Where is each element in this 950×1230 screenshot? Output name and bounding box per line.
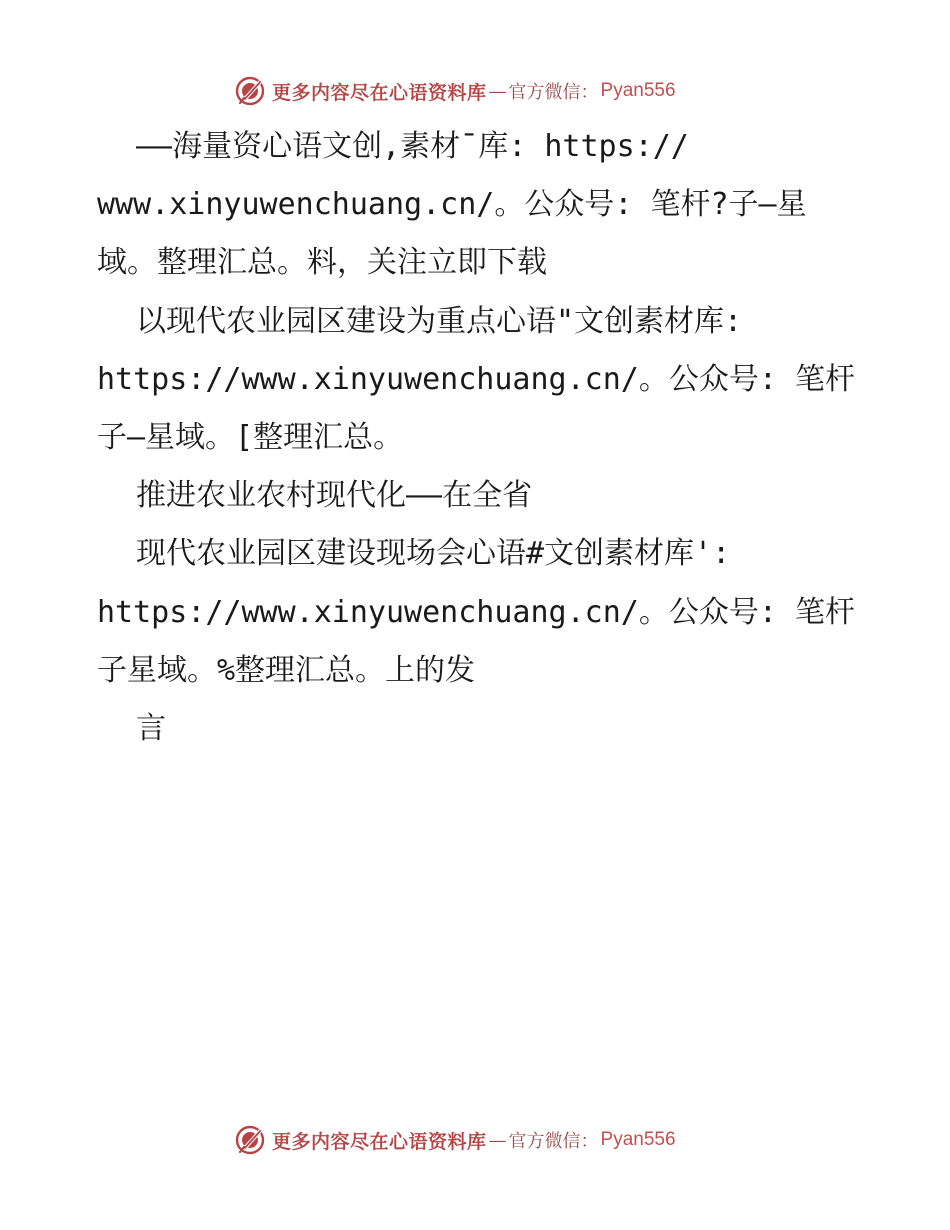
footer-banner-dash: — bbox=[488, 1129, 507, 1151]
header-banner-sub: 官方微信： bbox=[508, 82, 599, 103]
body-line: 子星域。%整理汇总。上的发 bbox=[97, 652, 476, 688]
body-line: 域。整理汇总。料，关注立即下载 bbox=[97, 245, 547, 281]
body-line: https://www.xinyuwenchuang.cn/。公众号: 笔杆 bbox=[97, 361, 855, 397]
footer-banner-title: 更多内容尽在心语资料库 bbox=[272, 1130, 487, 1153]
footer-banner bbox=[234, 1123, 714, 1157]
body-line: 现代农业园区建设现场会心语#文创素材库': bbox=[136, 536, 731, 572]
footer-banner-id: Pyan556 bbox=[600, 1129, 676, 1150]
header-banner-id: Pyan556 bbox=[600, 80, 676, 101]
quill-seal-icon bbox=[234, 75, 266, 107]
header-banner-dash: — bbox=[488, 80, 507, 102]
body-line: www.xinyuwenchuang.cn/。公众号: 笔杆?子—星 bbox=[97, 187, 807, 223]
header-banner-title: 更多内容尽在心语资料库 bbox=[272, 81, 487, 104]
header-banner bbox=[234, 74, 714, 108]
footer-banner-sub: 官方微信： bbox=[508, 1131, 599, 1152]
body-line: 推进农业农村现代化——在全省 bbox=[136, 478, 533, 514]
body-line: https://www.xinyuwenchuang.cn/。公众号: 笔杆 bbox=[97, 594, 855, 630]
body-line: 言 bbox=[136, 710, 166, 746]
document-body bbox=[97, 118, 877, 758]
body-line: 子—星域。[整理汇总。 bbox=[97, 419, 404, 455]
body-line: ——海量资心语文创,素材¯库: https:// bbox=[136, 129, 689, 164]
body-line: 以现代农业园区建设为重点心语"文创素材库: bbox=[136, 303, 743, 339]
quill-seal-icon bbox=[234, 1124, 266, 1156]
